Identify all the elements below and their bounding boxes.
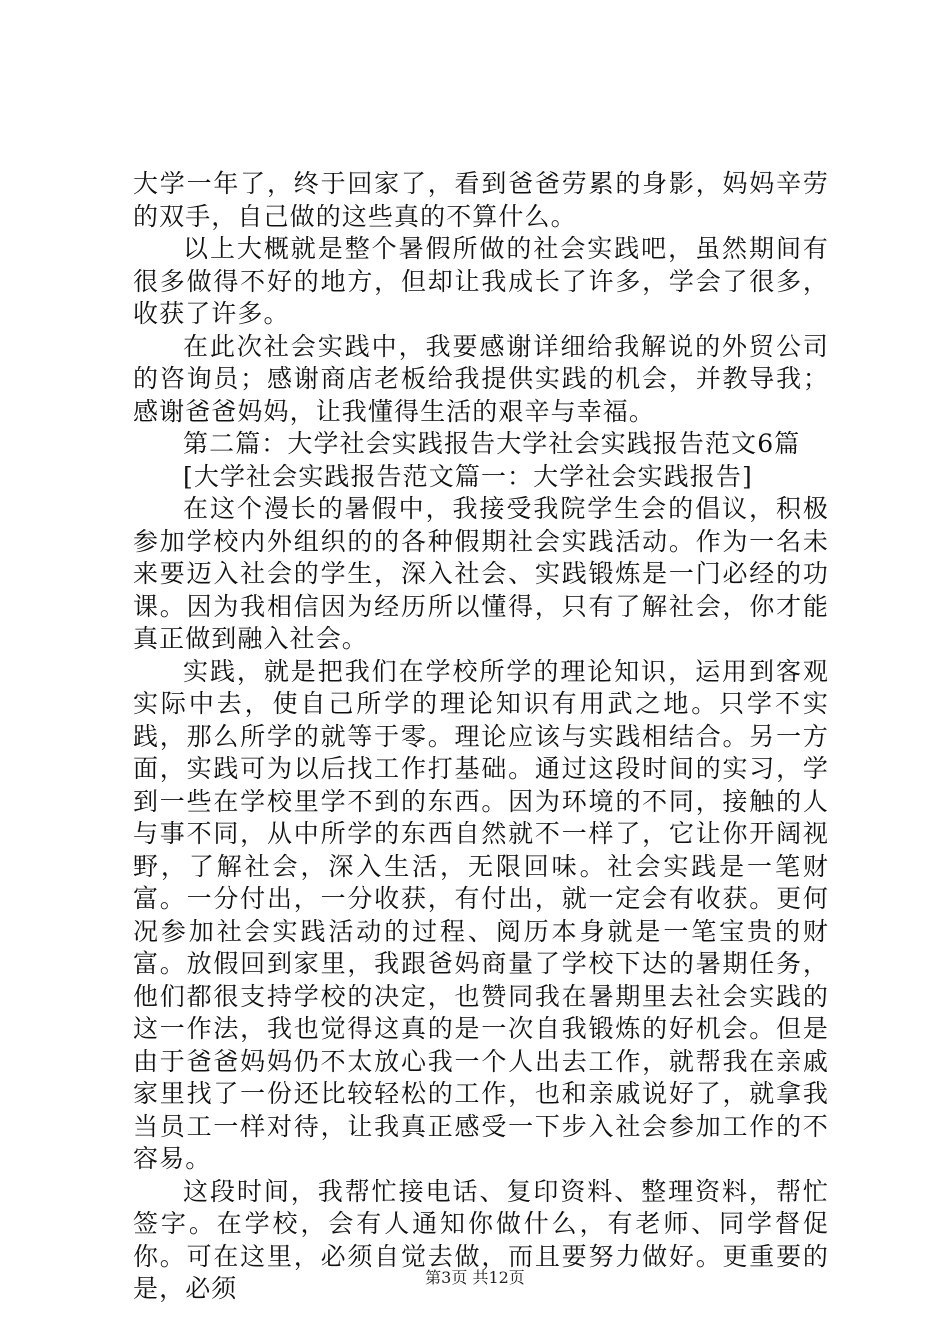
paragraph-continuation: 大学一年了，终于回家了，看到爸爸劳累的身影，妈妈辛劳的双手，自己做的这些真的不算什么。	[133, 169, 829, 231]
section-heading: 第二篇：大学社会实践报告大学社会实践报告范文6篇	[183, 429, 801, 458]
document-body	[133, 168, 829, 1306]
paragraph-summary: 以上大概就是整个暑假所做的社会实践吧，虽然期间有很多做得不好的地方，但却让我成长了许多，学会了很多，收获了许多。	[133, 234, 829, 328]
subsection-heading: [大学社会实践报告范文篇一：大学社会实践报告]	[183, 461, 753, 491]
paragraph-practice: 实践，就是把我们在学校所学的理论知识，运用到客观实际中去，使自己所学的理论知识有用武之地。只学不实践，那么所学的就等于零。理论应该与实践相结合。另一方面，实践可为以后找工作打基础。通过这段时间的实习，学到一些在学校里学不到的东西。因为环境的不同，接触的人与事不同，从中所学的东西自然就不一样了，它让你开阔视野，了解社会，深入生活，无限回味。社会实践是一笔财富。一分付出，一分收获，有付出，就一定会有收获。更何况参加社会实践活动的过程、阅历本身就是一笔宝贵的财富。放假回到家里，我跟爸妈商量了学校下达的暑期任务，他们都很支持学校的决定，也赞同我在暑期里去社会实践的这一作法，我也觉得这真的是一次自我锻炼的好机会。但是由于爸爸妈妈仍不太放心我一个人出去工作，就帮我在亲戚家里找了一份还比较轻松的工作，也和亲戚说好了，就拿我当员工一样对待，让我真正感受一下步入社会参加工作的不容易。	[133, 656, 829, 1173]
paragraph-work: 这段时间，我帮忙接电话、复印资料、整理资料，帮忙签字。在学校，会有人通知你做什么，有老师、同学督促你。可在这里，必须自觉去做，而且要努力做好。更重要的是，必须	[133, 1176, 829, 1303]
paragraph-thanks: 在此次社会实践中，我要感谢详细给我解说的外贸公司的咨询员；感谢商店老板给我提供实践的机会，并教导我；感谢爸爸妈妈，让我懂得生活的艰辛与幸福。	[133, 331, 829, 426]
paragraph-intro: 在这个漫长的暑假中，我接受我院学生会的倡议，积极参加学校内外组织的的各种假期社会实践活动。作为一名未来要迈入社会的学生，深入社会、实践锻炼是一门必经的功课。因为我相信因为经历所以懂得，只有了解社会，你才能真正做到融入社会。	[133, 494, 829, 653]
page-number-footer: 第3页 共12页	[425, 1268, 525, 1287]
